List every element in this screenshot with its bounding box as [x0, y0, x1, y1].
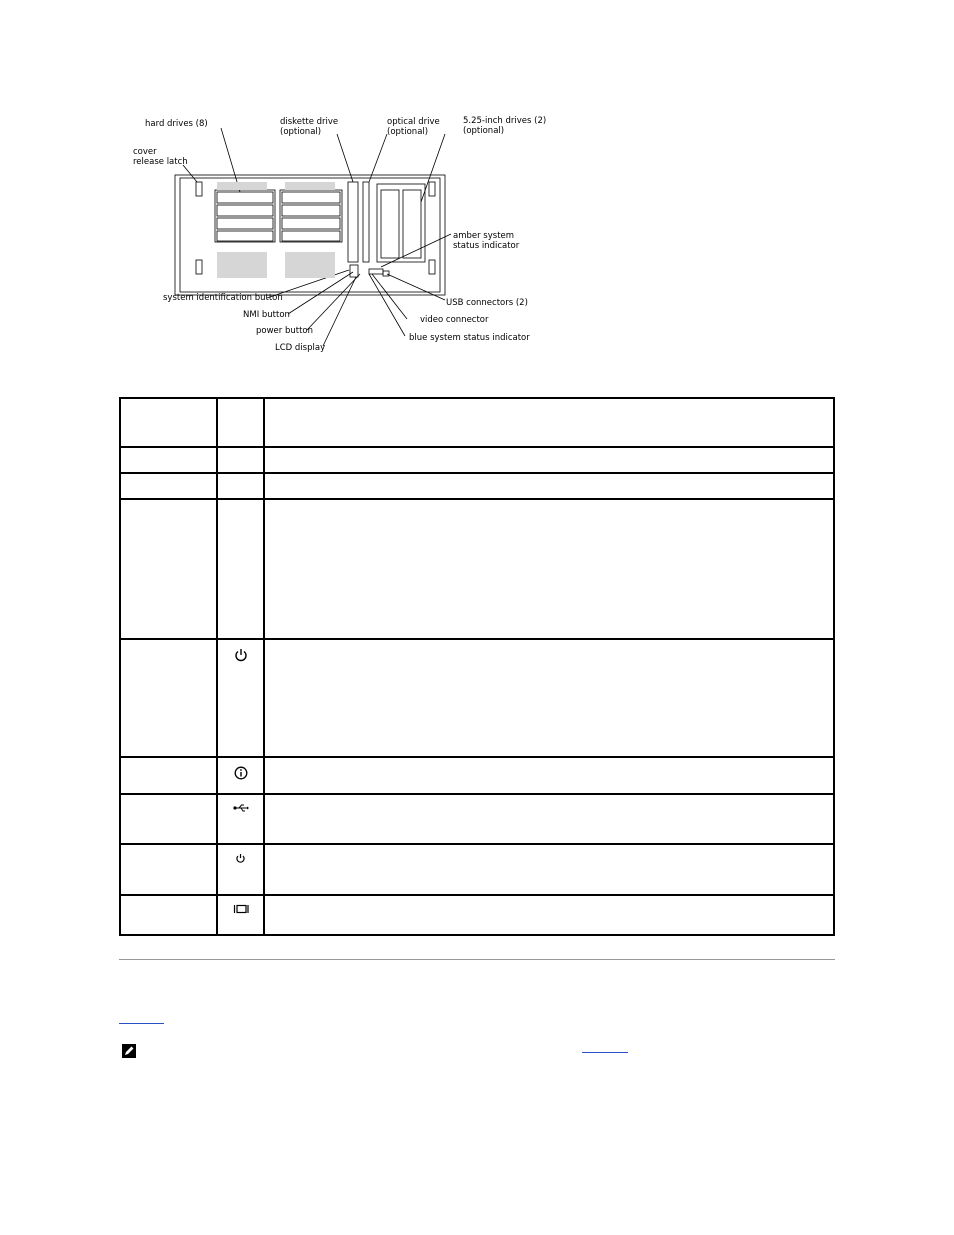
callout-usb: USB connectors (2) — [446, 298, 528, 308]
note-reference-link[interactable] — [582, 1040, 628, 1053]
header-cell — [120, 398, 217, 447]
table-row — [120, 447, 834, 473]
callout-cover-latch-1: cover — [133, 147, 157, 157]
power-icon — [234, 648, 248, 662]
header-cell — [217, 398, 264, 447]
video-icon — [233, 904, 249, 914]
callout-nmi: NMI button — [243, 310, 290, 320]
table-header-row — [120, 398, 834, 447]
callout-diskette-2: (optional) — [280, 127, 322, 137]
callout-power: power button — [256, 326, 314, 336]
front-panel-illustration — [125, 112, 547, 357]
table-row — [120, 473, 834, 499]
cover-latch-left — [196, 182, 202, 196]
callout-cover-latch-2: release latch — [133, 157, 188, 167]
nmi-icon — [235, 853, 246, 864]
table-row — [120, 639, 834, 757]
callout-video: video connector — [420, 315, 489, 325]
table-row — [120, 844, 834, 895]
table-row — [120, 895, 834, 935]
callout-blue: blue system status indicator — [409, 333, 530, 343]
table-row — [120, 757, 834, 794]
table-row — [120, 499, 834, 639]
note-pencil-icon — [122, 1044, 136, 1058]
callout-bays-1: 5.25-inch drives (2) — [463, 116, 547, 126]
section-divider — [119, 959, 835, 960]
callout-optical-1: optical drive — [387, 117, 440, 127]
header-cell — [264, 398, 834, 447]
table-row — [120, 794, 834, 844]
indicator-table — [119, 397, 835, 936]
callout-amber-1: amber system — [453, 231, 515, 241]
callout-bays-2: (optional) — [463, 126, 505, 136]
back-to-top-link[interactable] — [119, 1011, 164, 1024]
callout-amber-2: status indicator — [453, 241, 520, 251]
usb-icon — [233, 803, 249, 813]
callout-optical-2: (optional) — [387, 127, 429, 137]
callout-diskette-1: diskette drive — [280, 117, 339, 127]
callout-lcd: LCD display — [275, 343, 326, 353]
callout-hard-drives: hard drives (8) — [145, 119, 208, 129]
info-icon — [234, 766, 248, 780]
callout-system-id: system identification button — [163, 293, 283, 303]
lcd-display — [350, 265, 358, 277]
